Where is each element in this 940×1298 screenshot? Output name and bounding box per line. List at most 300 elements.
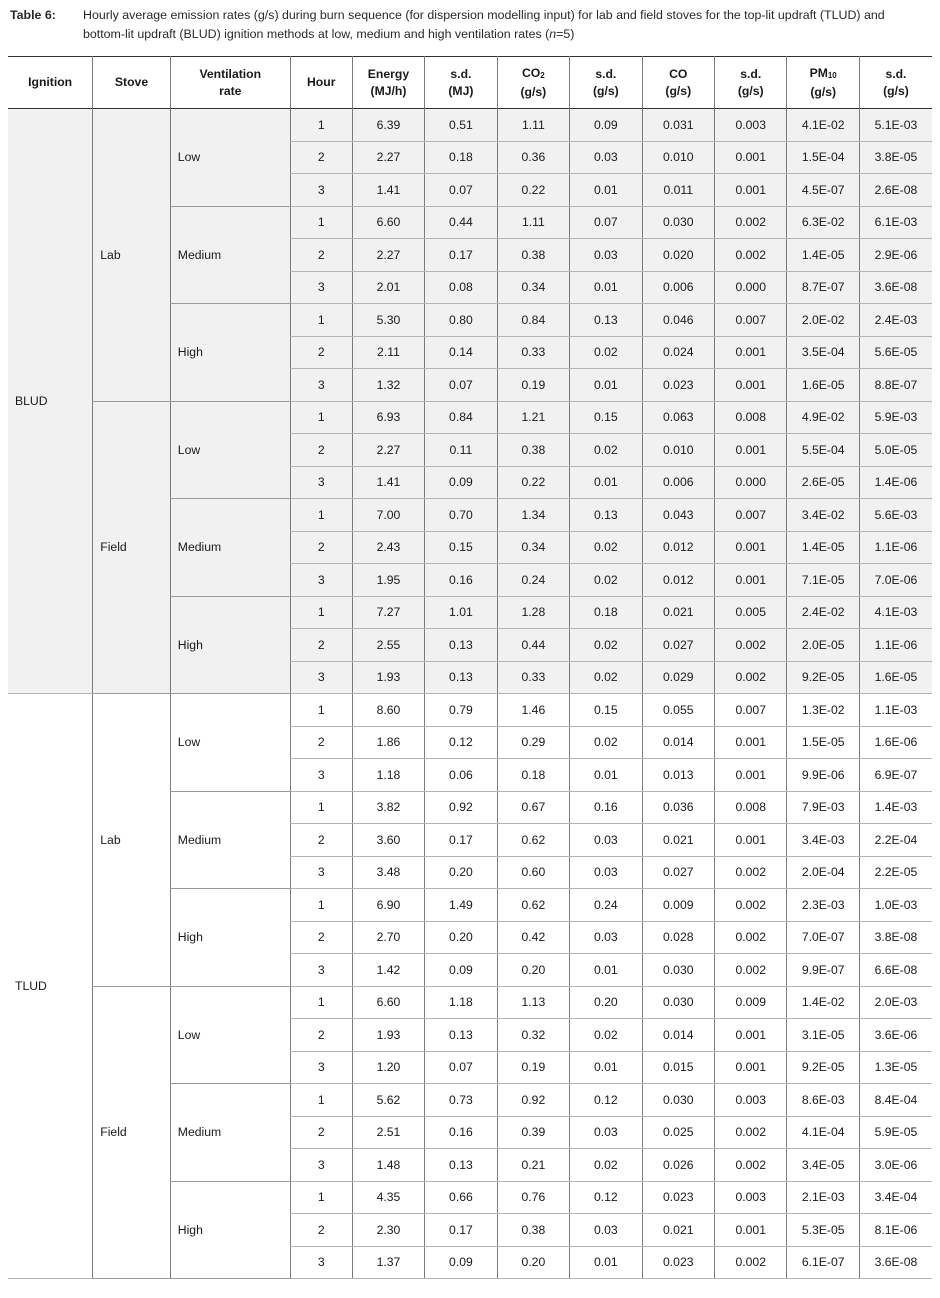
energy-cell: 1.93 [352,661,424,694]
co2-cell: 0.62 [497,889,569,922]
co2-cell: 1.13 [497,986,569,1019]
co-cell: 0.023 [642,1246,714,1279]
header-co2-unit: (g/s) [520,84,547,99]
co-cell: 0.030 [642,206,714,239]
pm10-cell: 1.3E-02 [787,694,859,727]
sd-co-cell: 0.009 [715,986,787,1019]
co2-cell: 0.33 [497,336,569,369]
energy-cell: 2.27 [352,239,424,272]
pm10-cell: 3.4E-05 [787,1149,859,1182]
pm10-cell: 1.6E-05 [787,369,859,402]
pm10-cell: 4.1E-04 [787,1116,859,1149]
sd-pm10-cell: 3.6E-08 [859,1246,932,1279]
sd-co2-cell: 0.02 [570,531,642,564]
co2-cell: 0.22 [497,174,569,207]
sd-pm10-cell: 1.0E-03 [859,889,932,922]
header-sd4-line1: s.d. [885,66,907,81]
sd-co2-cell: 0.02 [570,434,642,467]
sd-co-cell: 0.007 [715,304,787,337]
co-cell: 0.006 [642,271,714,304]
sd-co-cell: 0.001 [715,726,787,759]
sd-co-cell: 0.002 [715,629,787,662]
hour-cell: 1 [290,304,352,337]
header-hour [290,57,352,109]
header-ignition [8,57,93,109]
hour-cell: 2 [290,239,352,272]
sd-co2-cell: 0.02 [570,629,642,662]
table-header [8,57,932,109]
sd-energy-cell: 0.66 [425,1181,497,1214]
sd-co2-cell: 0.03 [570,824,642,857]
sd-energy-cell: 0.13 [425,629,497,662]
pm10-cell: 4.1E-02 [787,109,859,142]
sd-co2-cell: 0.01 [570,369,642,402]
header-vent-line1: Ventilation [199,66,262,81]
sd-pm10-cell: 3.8E-08 [859,921,932,954]
sd-energy-cell: 0.18 [425,141,497,174]
co2-cell: 0.67 [497,791,569,824]
header-pm-main: PM [809,65,828,80]
sd-pm10-cell: 2.6E-08 [859,174,932,207]
co-cell: 0.023 [642,1181,714,1214]
co2-cell: 0.24 [497,564,569,597]
sd-co-cell: 0.001 [715,174,787,207]
co-cell: 0.006 [642,466,714,499]
co2-cell: 1.11 [497,109,569,142]
hour-cell: 3 [290,856,352,889]
sd-energy-cell: 0.20 [425,856,497,889]
hour-cell: 2 [290,434,352,467]
energy-cell: 3.48 [352,856,424,889]
sd-pm10-cell: 1.6E-06 [859,726,932,759]
co2-cell: 0.18 [497,759,569,792]
sd-pm10-cell: 5.9E-05 [859,1116,932,1149]
sd-co-cell: 0.002 [715,856,787,889]
ventilation-rate-cell: Medium [170,499,290,597]
sd-co-cell: 0.003 [715,109,787,142]
hour-cell: 3 [290,564,352,597]
sd-energy-cell: 0.07 [425,369,497,402]
pm10-cell: 4.9E-02 [787,401,859,434]
sd-energy-cell: 0.79 [425,694,497,727]
co2-cell: 0.21 [497,1149,569,1182]
pm10-cell: 8.7E-07 [787,271,859,304]
sd-co2-cell: 0.16 [570,791,642,824]
energy-cell: 1.93 [352,1019,424,1052]
energy-cell: 1.86 [352,726,424,759]
sd-co2-cell: 0.03 [570,1116,642,1149]
co-cell: 0.014 [642,726,714,759]
sd-energy-cell: 1.01 [425,596,497,629]
energy-cell: 1.18 [352,759,424,792]
energy-cell: 1.95 [352,564,424,597]
sd-co2-cell: 0.01 [570,1246,642,1279]
energy-cell: 2.70 [352,921,424,954]
pm10-cell: 9.9E-07 [787,954,859,987]
energy-cell: 6.60 [352,986,424,1019]
ventilation-rate-cell: Medium [170,1084,290,1182]
sd-co2-cell: 0.03 [570,856,642,889]
sd-energy-cell: 0.09 [425,954,497,987]
co2-cell: 1.46 [497,694,569,727]
stove-cell: Lab [93,109,171,402]
sd-co2-cell: 0.12 [570,1181,642,1214]
sd-pm10-cell: 5.1E-03 [859,109,932,142]
sd-co2-cell: 0.15 [570,694,642,727]
header-vent-line2: rate [219,83,242,98]
hour-cell: 1 [290,1181,352,1214]
hour-cell: 2 [290,141,352,174]
sd-pm10-cell: 1.6E-05 [859,661,932,694]
sd-co-cell: 0.007 [715,499,787,532]
sd-energy-cell: 1.49 [425,889,497,922]
co2-cell: 0.32 [497,1019,569,1052]
sd-co2-cell: 0.03 [570,141,642,174]
pm10-cell: 1.5E-04 [787,141,859,174]
caption-body: Hourly average emission rates (g/s) during burn sequence (for dispersion modelling input) for lab and field stoves for the top-lit updraft (TLUD) and bottom-lit updraft (BLUD) ignition methods at low, medium and high ventilation rates ( [83,8,885,41]
pm10-cell: 7.0E-07 [787,921,859,954]
co2-cell: 1.21 [497,401,569,434]
sd-pm10-cell: 2.2E-04 [859,824,932,857]
co2-cell: 0.38 [497,239,569,272]
sd-co2-cell: 0.01 [570,1051,642,1084]
hour-cell: 3 [290,1149,352,1182]
header-pm-unit: (g/s) [810,84,837,99]
hour-cell: 3 [290,1246,352,1279]
co-cell: 0.024 [642,336,714,369]
sd-energy-cell: 1.18 [425,986,497,1019]
sd-co-cell: 0.001 [715,336,787,369]
sd-co2-cell: 0.02 [570,1019,642,1052]
pm10-cell: 2.6E-05 [787,466,859,499]
hour-cell: 1 [290,401,352,434]
co-cell: 0.030 [642,986,714,1019]
co-cell: 0.021 [642,824,714,857]
header-energy-line1: Energy [367,66,410,81]
header-sd-co2 [570,57,642,109]
hour-cell: 2 [290,824,352,857]
sd-co-cell: 0.001 [715,369,787,402]
sd-co2-cell: 0.12 [570,1084,642,1117]
sd-energy-cell: 0.11 [425,434,497,467]
hour-cell: 2 [290,921,352,954]
co-cell: 0.027 [642,856,714,889]
sd-pm10-cell: 8.4E-04 [859,1084,932,1117]
co-cell: 0.036 [642,791,714,824]
co2-cell: 0.44 [497,629,569,662]
energy-cell: 1.48 [352,1149,424,1182]
energy-cell: 1.41 [352,466,424,499]
hour-cell: 1 [290,109,352,142]
sd-co-cell: 0.001 [715,1019,787,1052]
pm10-cell: 6.3E-02 [787,206,859,239]
pm10-cell: 2.1E-03 [787,1181,859,1214]
caption-n-value: =5) [556,27,575,41]
energy-cell: 2.27 [352,434,424,467]
energy-cell: 2.30 [352,1214,424,1247]
co2-cell: 0.36 [497,141,569,174]
hour-cell: 3 [290,174,352,207]
header-sd2-line1: s.d. [595,66,617,81]
sd-co-cell: 0.002 [715,954,787,987]
co2-cell: 1.11 [497,206,569,239]
energy-cell: 8.60 [352,694,424,727]
header-sd2-line2: (g/s) [592,83,619,98]
co2-cell: 0.39 [497,1116,569,1149]
energy-cell: 1.42 [352,954,424,987]
energy-cell: 3.60 [352,824,424,857]
sd-pm10-cell: 3.4E-04 [859,1181,932,1214]
co2-cell: 0.76 [497,1181,569,1214]
energy-cell: 2.01 [352,271,424,304]
hour-cell: 3 [290,661,352,694]
pm10-cell: 9.2E-05 [787,661,859,694]
energy-cell: 3.82 [352,791,424,824]
sd-energy-cell: 0.08 [425,271,497,304]
sd-co2-cell: 0.02 [570,1149,642,1182]
sd-energy-cell: 0.80 [425,304,497,337]
sd-pm10-cell: 4.1E-03 [859,596,932,629]
sd-pm10-cell: 1.1E-03 [859,694,932,727]
ignition-group-blud [8,109,932,694]
hour-cell: 3 [290,759,352,792]
energy-cell: 2.51 [352,1116,424,1149]
sd-pm10-cell: 2.2E-05 [859,856,932,889]
co-cell: 0.030 [642,954,714,987]
ventilation-rate-cell: High [170,596,290,694]
header-sd4-line2: (g/s) [883,83,909,98]
table-caption [10,6,930,44]
sd-co2-cell: 0.01 [570,271,642,304]
ignition-group-tlud [8,694,932,1279]
header-pm-sub: 10 [827,70,837,80]
energy-cell: 2.43 [352,531,424,564]
sd-pm10-cell: 6.9E-07 [859,759,932,792]
ventilation-rate-cell: Low [170,109,290,207]
sd-co-cell: 0.002 [715,1116,787,1149]
header-ignition-label: Ignition [28,75,73,89]
hour-cell: 1 [290,596,352,629]
sd-pm10-cell: 1.1E-06 [859,629,932,662]
hour-cell: 3 [290,466,352,499]
header-sd3-line2: (g/s) [737,83,764,98]
co2-cell: 0.84 [497,304,569,337]
co-cell: 0.023 [642,369,714,402]
sd-co2-cell: 0.13 [570,304,642,337]
energy-cell: 2.11 [352,336,424,369]
sd-energy-cell: 0.16 [425,1116,497,1149]
co-cell: 0.020 [642,239,714,272]
energy-cell: 1.20 [352,1051,424,1084]
sd-co-cell: 0.001 [715,1214,787,1247]
sd-co2-cell: 0.01 [570,759,642,792]
sd-pm10-cell: 8.1E-06 [859,1214,932,1247]
co2-cell: 0.19 [497,1051,569,1084]
energy-cell: 1.41 [352,174,424,207]
sd-pm10-cell: 2.4E-03 [859,304,932,337]
sd-energy-cell: 0.13 [425,1149,497,1182]
co-cell: 0.014 [642,1019,714,1052]
co-cell: 0.028 [642,921,714,954]
sd-co-cell: 0.002 [715,239,787,272]
pm10-cell: 1.5E-05 [787,726,859,759]
sd-co-cell: 0.003 [715,1084,787,1117]
pm10-cell: 2.4E-02 [787,596,859,629]
sd-energy-cell: 0.17 [425,824,497,857]
pm10-cell: 9.9E-06 [787,759,859,792]
co-cell: 0.021 [642,596,714,629]
sd-energy-cell: 0.07 [425,1051,497,1084]
sd-pm10-cell: 6.6E-08 [859,954,932,987]
header-co2-main: CO [522,65,541,80]
energy-cell: 2.55 [352,629,424,662]
sd-pm10-cell: 2.9E-06 [859,239,932,272]
sd-pm10-cell: 3.6E-06 [859,1019,932,1052]
sd-pm10-cell: 2.0E-03 [859,986,932,1019]
pm10-cell: 1.4E-05 [787,531,859,564]
sd-co-cell: 0.001 [715,759,787,792]
co2-cell: 0.60 [497,856,569,889]
header-row [8,57,932,109]
sd-energy-cell: 0.44 [425,206,497,239]
sd-co2-cell: 0.07 [570,206,642,239]
sd-pm10-cell: 1.1E-06 [859,531,932,564]
ventilation-rate-cell: Low [170,694,290,792]
table-row [8,401,932,434]
hour-cell: 1 [290,986,352,1019]
pm10-cell: 7.1E-05 [787,564,859,597]
pm10-cell: 2.0E-05 [787,629,859,662]
energy-cell: 7.27 [352,596,424,629]
sd-energy-cell: 0.17 [425,1214,497,1247]
energy-cell: 6.90 [352,889,424,922]
caption-n-symbol: n [549,27,557,41]
sd-co-cell: 0.005 [715,596,787,629]
sd-pm10-cell: 7.0E-06 [859,564,932,597]
emission-rates-table [8,56,932,1279]
ventilation-rate-cell: Medium [170,791,290,889]
sd-co-cell: 0.000 [715,466,787,499]
hour-cell: 1 [290,499,352,532]
energy-cell: 6.60 [352,206,424,239]
sd-co2-cell: 0.01 [570,174,642,207]
pm10-cell: 4.5E-07 [787,174,859,207]
sd-pm10-cell: 6.1E-03 [859,206,932,239]
sd-energy-cell: 0.92 [425,791,497,824]
sd-co2-cell: 0.02 [570,564,642,597]
hour-cell: 2 [290,1116,352,1149]
co-cell: 0.013 [642,759,714,792]
ventilation-rate-cell: High [170,304,290,402]
sd-energy-cell: 0.13 [425,661,497,694]
sd-co-cell: 0.002 [715,889,787,922]
sd-pm10-cell: 1.4E-06 [859,466,932,499]
co2-cell: 0.22 [497,466,569,499]
hour-cell: 3 [290,954,352,987]
sd-energy-cell: 0.06 [425,759,497,792]
header-sd1-line2: (MJ) [448,83,474,98]
hour-cell: 1 [290,1084,352,1117]
sd-co2-cell: 0.01 [570,954,642,987]
co2-cell: 0.34 [497,271,569,304]
co-cell: 0.025 [642,1116,714,1149]
co-cell: 0.026 [642,1149,714,1182]
stove-cell: Field [93,986,171,1279]
hour-cell: 1 [290,694,352,727]
sd-energy-cell: 0.07 [425,174,497,207]
sd-energy-cell: 0.51 [425,109,497,142]
co2-cell: 0.42 [497,921,569,954]
energy-cell: 5.30 [352,304,424,337]
co-cell: 0.055 [642,694,714,727]
pm10-cell: 9.2E-05 [787,1051,859,1084]
header-co2 [497,57,569,109]
sd-co2-cell: 0.03 [570,239,642,272]
co2-cell: 0.62 [497,824,569,857]
sd-pm10-cell: 5.6E-03 [859,499,932,532]
co2-cell: 0.92 [497,1084,569,1117]
ventilation-rate-cell: Low [170,401,290,499]
sd-pm10-cell: 3.8E-05 [859,141,932,174]
table-row [8,694,932,727]
pm10-cell: 3.5E-04 [787,336,859,369]
co-cell: 0.012 [642,564,714,597]
sd-co-cell: 0.001 [715,1051,787,1084]
co-cell: 0.010 [642,434,714,467]
ignition-cell: TLUD [8,694,93,1279]
sd-co-cell: 0.002 [715,1149,787,1182]
pm10-cell: 2.3E-03 [787,889,859,922]
hour-cell: 2 [290,336,352,369]
table-row [8,109,932,142]
pm10-cell: 6.1E-07 [787,1246,859,1279]
header-sd-pm10 [859,57,932,109]
sd-pm10-cell: 1.3E-05 [859,1051,932,1084]
sd-co-cell: 0.001 [715,434,787,467]
co-cell: 0.027 [642,629,714,662]
sd-co-cell: 0.008 [715,791,787,824]
pm10-cell: 1.4E-02 [787,986,859,1019]
co-cell: 0.029 [642,661,714,694]
sd-pm10-cell: 8.8E-07 [859,369,932,402]
header-stove [93,57,171,109]
table-label: Table 6: [10,8,56,22]
pm10-cell: 2.0E-02 [787,304,859,337]
sd-energy-cell: 0.09 [425,466,497,499]
sd-pm10-cell: 5.9E-03 [859,401,932,434]
hour-cell: 3 [290,1051,352,1084]
co-cell: 0.012 [642,531,714,564]
co2-cell: 0.38 [497,434,569,467]
header-energy-line2: (MJ/h) [370,83,407,98]
co2-cell: 0.33 [497,661,569,694]
hour-cell: 2 [290,1019,352,1052]
sd-co2-cell: 0.02 [570,661,642,694]
sd-co2-cell: 0.03 [570,1214,642,1247]
pm10-cell: 7.9E-03 [787,791,859,824]
pm10-cell: 2.0E-04 [787,856,859,889]
header-ventilation-rate [170,57,290,109]
energy-cell: 4.35 [352,1181,424,1214]
energy-cell: 1.32 [352,369,424,402]
sd-co-cell: 0.002 [715,1246,787,1279]
hour-cell: 1 [290,889,352,922]
stove-cell: Field [93,401,171,694]
pm10-cell: 8.6E-03 [787,1084,859,1117]
sd-energy-cell: 0.73 [425,1084,497,1117]
header-co-line2: (g/s) [665,83,692,98]
sd-co2-cell: 0.01 [570,466,642,499]
